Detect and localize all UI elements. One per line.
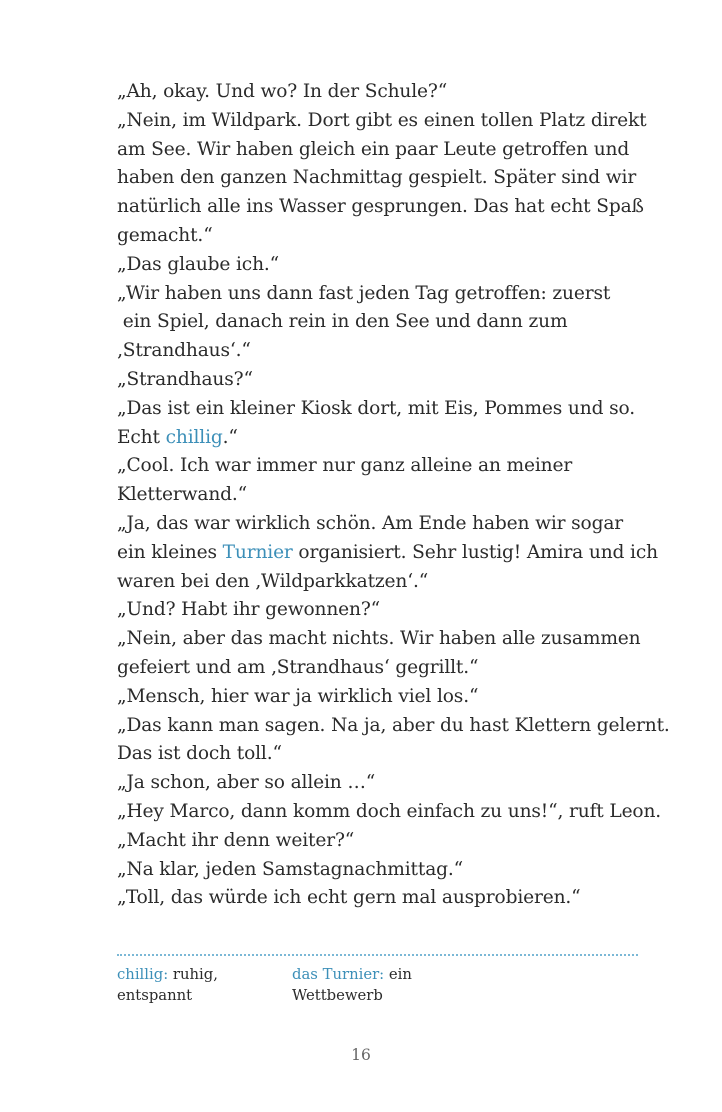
text-line-with-gloss (117, 424, 677, 453)
text-line: „Ah, okay. Und wo? In der Schule?“ (117, 81, 448, 102)
glossary-entry-turnier (292, 964, 472, 1006)
text-line: „Wir haben uns dann fast jeden Tag getroffen: zuerst (117, 282, 611, 304)
text-line: „Na klar, jeden Samstagnachmittag.“ (117, 858, 464, 880)
page-number: 16 (351, 1046, 371, 1064)
text-line: „Macht ihr denn weiter?“ (117, 829, 355, 851)
text-line: Das ist doch toll.“ (117, 743, 282, 765)
text-line-with-gloss (117, 539, 677, 568)
text-line: gefeiert und am ‚Strandhaus‘ gegrillt.“ (117, 656, 479, 678)
text-line: natürlich alle ins Wasser gesprungen. Das hat echt Spaß (117, 196, 644, 218)
text-line: „Das glaube ich.“ (117, 253, 280, 275)
text-line: „Toll, das würde ich echt gern mal ausprobieren.“ (117, 887, 581, 909)
gloss-word-turnier: Turnier (222, 541, 293, 563)
glossary-term: das Turnier: (292, 966, 385, 983)
text-line: Kletterwand.“ (117, 484, 248, 506)
text-line: ein Spiel, danach rein in den See und dann zum (117, 311, 568, 333)
text-line: „Mensch, hier war ja wirklich viel los.“ (117, 685, 479, 707)
glossary-definition: ruhig, entspannt (117, 966, 218, 1004)
glossary-entry-chillig (117, 964, 277, 1006)
text-segment: .“ (222, 426, 238, 448)
text-line: „Und? Habt ihr gewonnen?“ (117, 599, 381, 621)
text-line: „Hey Marco, dann komm doch einfach zu uns!“, ruft Leon. (117, 800, 662, 822)
text-line: „Nein, im Wildpark. Dort gibt es einen tollen Platz direkt (117, 109, 647, 131)
story-text (117, 78, 677, 913)
text-segment: organisiert. Sehr lustig! Amira und ich (292, 541, 658, 563)
glossary-divider (117, 954, 638, 956)
text-line: „Cool. Ich war immer nur ganz alleine an meiner (117, 455, 573, 477)
text-line: „Das kann man sagen. Na ja, aber du hast Klettern gelernt. (117, 714, 670, 736)
glossary-term: chillig: (117, 966, 169, 983)
text-segment: Echt (117, 426, 166, 448)
text-line: gemacht.“ (117, 224, 213, 246)
text-line: „Nein, aber das macht nichts. Wir haben alle zusammen (117, 628, 641, 650)
text-line: am See. Wir haben gleich ein paar Leute getroffen und (117, 138, 630, 160)
text-segment: ein kleines (117, 541, 223, 563)
gloss-word-chillig: chillig (165, 426, 223, 448)
text-line: waren bei den ‚Wildparkkatzen‘.“ (117, 570, 429, 592)
text-line: ‚Strandhaus‘.“ (117, 340, 251, 362)
text-line: „Ja schon, aber so allein …“ (117, 772, 376, 794)
text-line: „Ja, das war wirklich schön. Am Ende haben wir sogar (117, 512, 624, 534)
glossary-definition: ein Wettbewerb (292, 966, 412, 1004)
text-line: „Das ist ein kleiner Kiosk dort, mit Eis, Pommes und so. (117, 397, 635, 419)
text-line: haben den ganzen Nachmittag gespielt. Später sind wir (117, 167, 637, 189)
text-line: „Strandhaus?“ (117, 368, 253, 390)
